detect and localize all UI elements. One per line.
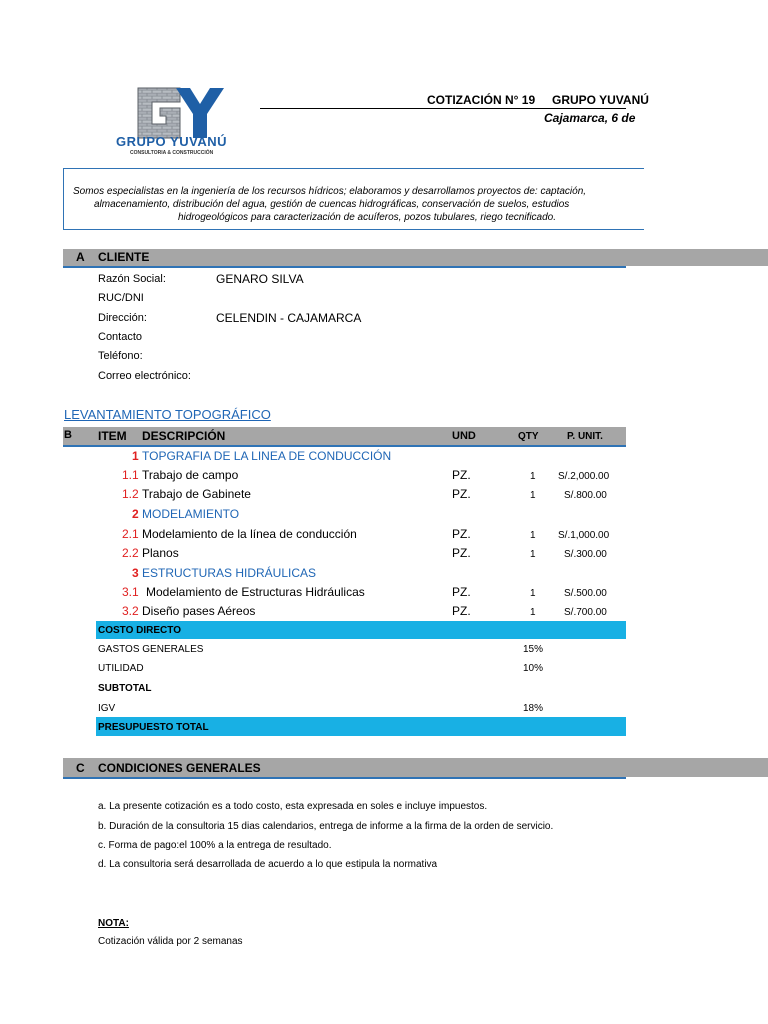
logo-tagline: CONSULTORIA & CONSTRUCCIÓN bbox=[130, 150, 214, 156]
col-qty: QTY bbox=[518, 431, 539, 442]
item-punit: S/.800.00 bbox=[564, 490, 607, 501]
item-description: Modelamiento de la línea de conducción bbox=[142, 527, 357, 541]
item-description: Trabajo de campo bbox=[142, 468, 239, 482]
section-b-heading: LEVANTAMIENTO TOPOGRÁFICO bbox=[64, 407, 271, 422]
item-number: 1.2 bbox=[122, 487, 139, 501]
item-qty: 1 bbox=[530, 588, 536, 599]
section-b-letter: B bbox=[64, 429, 72, 441]
condition-item: c. Forma de pago:el 100% a la entrega de resultado. bbox=[98, 840, 332, 851]
field-value-razon: GENARO SILVA bbox=[216, 272, 304, 286]
intro-line-3: hidrogeológicos para caracterización de acuíferos, pozos tubulares, riego tecnificado. bbox=[178, 212, 556, 223]
presupuesto-total-label: PRESUPUESTO TOTAL bbox=[98, 722, 209, 733]
section-a-title: CLIENTE bbox=[98, 250, 150, 264]
col-und: UND bbox=[452, 430, 476, 442]
item-qty: 1 bbox=[530, 490, 536, 501]
condition-item: d. La consultoria será desarrollada de acuerdo a lo que estipula la normativa bbox=[98, 859, 438, 870]
item-description: Trabajo de Gabinete bbox=[142, 487, 251, 501]
section-c-title: CONDICIONES GENERALES bbox=[98, 761, 261, 775]
item-punit: S/.300.00 bbox=[564, 549, 607, 560]
item-number: 2.2 bbox=[122, 546, 139, 560]
logo-name: GRUPO YUVANÚ bbox=[116, 134, 227, 149]
intro-line-2: almacenamiento, distribución del agua, gestión de cuencas hidrográficas, conservación de suelos, estudios bbox=[94, 199, 570, 210]
quote-number: COTIZACIÓN N° 19 bbox=[427, 93, 536, 107]
item-punit: S/.1,000.00 bbox=[558, 530, 610, 541]
group-number: 1 bbox=[132, 449, 139, 463]
item-qty: 1 bbox=[530, 471, 536, 482]
subtotal-label: SUBTOTAL bbox=[98, 683, 152, 694]
item-und: PZ. bbox=[452, 546, 471, 560]
company-title: GRUPO YUVANÚ bbox=[552, 93, 649, 107]
item-qty: 1 bbox=[530, 607, 536, 618]
section-a-letter: A bbox=[76, 250, 85, 264]
item-und: PZ. bbox=[452, 527, 471, 541]
group-number: 2 bbox=[132, 507, 139, 521]
item-punit: S/.500.00 bbox=[564, 588, 607, 599]
group-name: TOPGRAFIA DE LA LINEA DE CONDUCCIÓN bbox=[142, 449, 392, 463]
group-name: ESTRUCTURAS HIDRÁULICAS bbox=[142, 566, 317, 580]
item-description: Diseño pases Aéreos bbox=[142, 604, 256, 618]
igv-label: IGV bbox=[98, 703, 116, 714]
field-value-direccion: CELENDIN - CAJAMARCA bbox=[216, 311, 362, 325]
item-und: PZ. bbox=[452, 585, 471, 599]
item-qty: 1 bbox=[530, 530, 536, 541]
field-label-telefono: Teléfono: bbox=[98, 350, 143, 362]
item-number: 2.1 bbox=[122, 527, 139, 541]
utilidad-label: UTILIDAD bbox=[98, 663, 144, 674]
item-und: PZ. bbox=[452, 468, 471, 482]
item-number: 3.2 bbox=[122, 604, 139, 618]
costo-directo-label: COSTO DIRECTO bbox=[98, 625, 181, 636]
item-qty: 1 bbox=[530, 549, 536, 560]
item-number: 3.1 bbox=[122, 585, 139, 599]
field-label-razon: Razón Social: bbox=[98, 273, 166, 285]
item-description: Planos bbox=[142, 546, 179, 560]
igv-pct: 18% bbox=[523, 703, 544, 714]
group-name: MODELAMIENTO bbox=[142, 507, 240, 521]
col-item: ITEM bbox=[98, 429, 127, 443]
intro-line-1: Somos especialistas en la ingeniería de los recursos hídricos; elaboramos y desarrollamos proyectos de: captación, bbox=[73, 186, 587, 197]
col-punit: P. UNIT. bbox=[567, 431, 603, 442]
col-descripcion: DESCRIPCIÓN bbox=[142, 429, 226, 443]
field-label-direccion: Dirección: bbox=[98, 312, 147, 324]
gastos-pct: 15% bbox=[523, 644, 544, 655]
item-description: Modelamiento de Estructuras Hidráulicas bbox=[146, 585, 365, 599]
item-und: PZ. bbox=[452, 604, 471, 618]
nota-text: Cotización válida por 2 semanas bbox=[98, 936, 243, 947]
item-number: 1.1 bbox=[122, 468, 139, 482]
condition-item: a. La presente cotización es a todo costo, esta expresada en soles e incluye impuestos. bbox=[98, 801, 488, 812]
utilidad-pct: 10% bbox=[523, 663, 544, 674]
item-punit: S/.2,000.00 bbox=[558, 471, 610, 482]
gastos-label: GASTOS GENERALES bbox=[98, 644, 204, 655]
item-und: PZ. bbox=[452, 487, 471, 501]
item-punit: S/.700.00 bbox=[564, 607, 607, 618]
header-underline bbox=[260, 108, 626, 109]
condition-item: b. Duración de la consultoria 15 dias calendarios, entrega de informe a la firma de la orden de servicio. bbox=[98, 821, 554, 832]
field-label-ruc: RUC/DNI bbox=[98, 292, 144, 304]
nota-title: NOTA: bbox=[98, 918, 129, 929]
group-number: 3 bbox=[132, 566, 139, 580]
field-label-contacto: Contacto bbox=[98, 331, 143, 343]
field-label-correo: Correo electrónico: bbox=[98, 370, 191, 382]
quote-date: Cajamarca, 6 de bbox=[544, 111, 636, 125]
section-c-letter: C bbox=[76, 761, 85, 775]
